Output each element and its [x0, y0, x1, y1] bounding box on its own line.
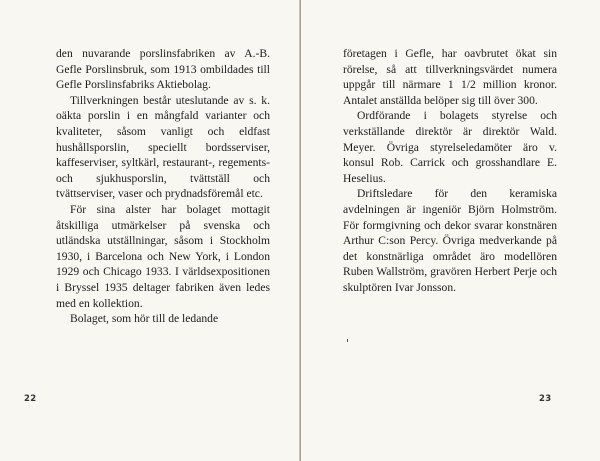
paragraph: Ordförande i bolagets styrelse och verkställande direktör är direktör Wald. Meyer. Övriga styrelseledamöter äro v. konsul Rob. Carrick och grosshandlare E. Heselius.: [343, 109, 557, 185]
right-page-text: [343, 46, 557, 296]
paragraph: Tillverkningen består uteslutande av s. k. oäkta porslin i en mångfald varianter och kvaliteter, såsom vanligt och eldfast hushållsporslin, speciellt bordsserviser, kaffeserviser, syltkärl, restaurant-, regements- och sjukhusporslin, tvättställ och tvättserviser, vaser och prydnadsföremål etc.: [56, 93, 270, 201]
paragraph: den nuvarande porslinsfabriken av A.-B. Gefle Porslinsbruk, som 1913 ombildades till Gefle Porslinsfabriks Aktiebolag.: [56, 47, 270, 92]
paragraph: Bolaget, som hör till de ledande: [70, 312, 219, 326]
page-number: 22: [24, 394, 37, 404]
right-page: [301, 0, 600, 461]
paragraph: För sina alster har bolaget mottagit åtskilliga utmärkelser på svenska och utländska utställningar, såsom i Stockholm 1930, i Barcelona och New York, i London 1929 och Chicago 1933. I världsexpositionen i Bryssel 1935 deltager fabriken även ledes med en kollektion.: [56, 202, 270, 310]
page-number: 23: [539, 394, 552, 404]
paragraph: företagen i Gefle, har oavbrutet ökat sin rörelse, så att tillverkningsvärdet numera uppgår till närmare 1 1/2 million kronor. Antalet anställda belöper sig till över 300.: [343, 47, 557, 107]
left-page-text: [56, 46, 270, 327]
paragraph: Driftsledare för den keramiska avdelningen är ingeniör Björn Holmström. För formgivning och dekor svarar konstnären Arthur C:son Percy. Övriga medverkande på det konstnärliga området äro modellören Ruben Wallström, gravören Herbert Perje och skulptören Ivar Jonsson.: [343, 187, 557, 294]
print-speck: [347, 339, 348, 342]
